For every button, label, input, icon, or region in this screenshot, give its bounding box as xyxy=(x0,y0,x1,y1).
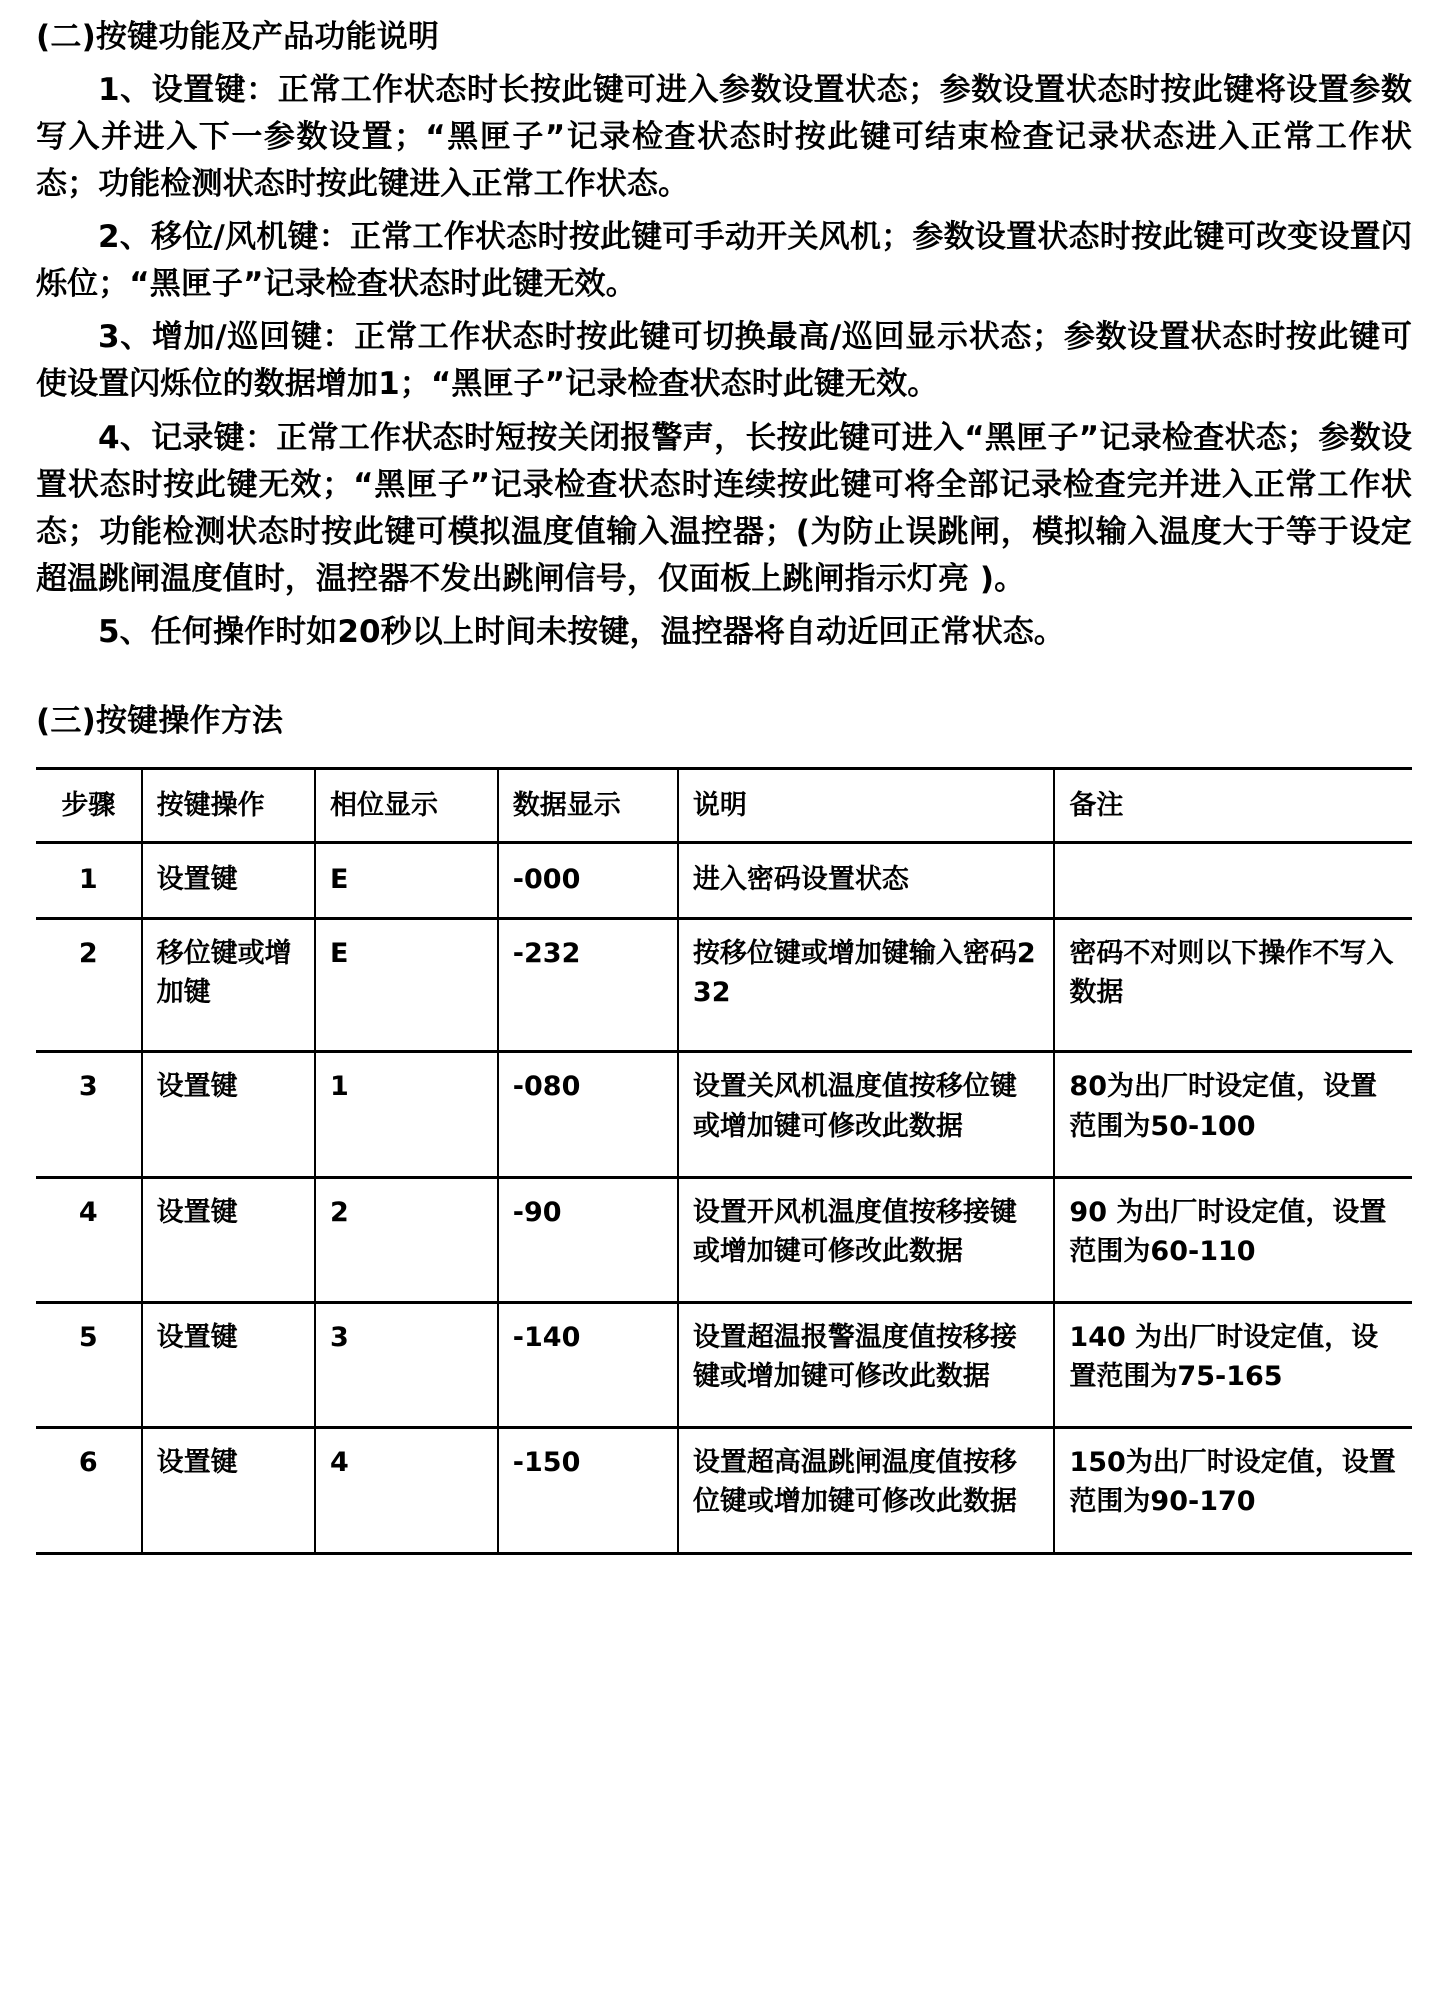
cell-phase: 3 xyxy=(315,1302,498,1427)
section-b-item-1: 1、设置键：正常工作状态时长按此键可进入参数设置状态；参数设置状态时按此键将设置参数写入并进入下一参数设置；“黑匣子”记录检查状态时按此键可结束检查记录状态进入正常工作状态；功能检测状态时按此键进入正常工作状态。 xyxy=(36,71,1412,202)
cell-phase: 1 xyxy=(315,1052,498,1177)
column-header-note: 备注 xyxy=(1054,768,1412,842)
cell-step: 1 xyxy=(36,842,142,918)
cell-data: -232 xyxy=(498,919,678,1052)
table-row xyxy=(36,1177,1412,1302)
section-b-item-3: 3、增加/巡回键：正常工作状态时按此键可切换最高/巡回显示状态；参数设置状态时按此键可使设置闪烁位的数据增加1；“黑匣子”记录检查状态时此键无效。 xyxy=(36,319,1412,403)
section-b-item-2: 2、移位/风机键：正常工作状态时按此键可手动开关风机；参数设置状态时按此键可改变设置闪烁位；“黑匣子”记录检查状态时此键无效。 xyxy=(36,219,1412,303)
cell-note: 150为出厂时设定值，设置范围为90-170 xyxy=(1054,1428,1412,1553)
cell-step: 6 xyxy=(36,1428,142,1553)
cell-note: 90 为出厂时设定值，设置范围为60-110 xyxy=(1054,1177,1412,1302)
cell-key-op: 设置键 xyxy=(142,842,315,918)
cell-desc: 设置关风机温度值按移位键或增加键可修改此数据 xyxy=(678,1052,1055,1177)
section-b-item-4: 4、记录键：正常工作状态时短按关闭报警声，长按此键可进入“黑匣子”记录检查状态；参数设置状态时按此键无效；“黑匣子”记录检查状态时连续按此键可将全部记录检查完并进入正常工作状态；功能检测状态时按此键可模拟温度值输入温控器；(为防止误跳闸，模拟输入温度大于等于设定超温跳闸温度值时，温控器不发出跳闸信号，仅面板上跳闸指示灯亮 )。 xyxy=(36,419,1412,597)
cell-data: -90 xyxy=(498,1177,678,1302)
cell-note: 80为出厂时设定值，设置范围为50-100 xyxy=(1054,1052,1412,1177)
cell-step: 5 xyxy=(36,1302,142,1427)
cell-note: 密码不对则以下操作不写入数据 xyxy=(1054,919,1412,1052)
cell-step: 2 xyxy=(36,919,142,1052)
cell-data: -080 xyxy=(498,1052,678,1177)
cell-desc: 按移位键或增加键输入密码232 xyxy=(678,919,1055,1052)
cell-phase: E xyxy=(315,919,498,1052)
column-header-key-op: 按键操作 xyxy=(142,768,315,842)
table-row xyxy=(36,919,1412,1052)
cell-key-op: 设置键 xyxy=(142,1302,315,1427)
cell-data: -000 xyxy=(498,842,678,918)
table-header xyxy=(36,768,1412,842)
cell-note xyxy=(1054,842,1412,918)
cell-phase: 2 xyxy=(315,1177,498,1302)
cell-desc: 设置开风机温度值按移接键或增加键可修改此数据 xyxy=(678,1177,1055,1302)
table-row xyxy=(36,842,1412,918)
table-header-row xyxy=(36,768,1412,842)
cell-note: 140 为出厂时设定值，设置范围为75-165 xyxy=(1054,1302,1412,1427)
table-row xyxy=(36,1052,1412,1177)
table-body xyxy=(36,842,1412,1553)
cell-step: 4 xyxy=(36,1177,142,1302)
column-header-phase: 相位显示 xyxy=(315,768,498,842)
column-header-desc: 说明 xyxy=(678,768,1055,842)
column-header-step: 步骤 xyxy=(36,768,142,842)
section-c-heading: (三)按键操作方法 xyxy=(36,703,284,740)
cell-phase: E xyxy=(315,842,498,918)
key-operation-table xyxy=(36,767,1412,1555)
section-b-heading: (二)按键功能及产品功能说明 xyxy=(36,19,440,55)
section-b-item-5: 5、任何操作时如20秒以上时间未按键，温控器将自动近回正常状态。 xyxy=(98,613,1065,650)
cell-desc: 设置超温报警温度值按移接键或增加键可修改此数据 xyxy=(678,1302,1055,1427)
cell-data: -150 xyxy=(498,1428,678,1553)
cell-data: -140 xyxy=(498,1302,678,1427)
cell-desc: 设置超高温跳闸温度值按移位键或增加键可修改此数据 xyxy=(678,1428,1055,1553)
cell-desc: 进入密码设置状态 xyxy=(678,842,1055,918)
table-row xyxy=(36,1302,1412,1427)
table-row xyxy=(36,1428,1412,1553)
cell-phase: 4 xyxy=(315,1428,498,1553)
cell-key-op: 移位键或增加键 xyxy=(142,919,315,1052)
cell-step: 3 xyxy=(36,1052,142,1177)
column-header-data: 数据显示 xyxy=(498,768,678,842)
cell-key-op: 设置键 xyxy=(142,1052,315,1177)
cell-key-op: 设置键 xyxy=(142,1428,315,1553)
cell-key-op: 设置键 xyxy=(142,1177,315,1302)
